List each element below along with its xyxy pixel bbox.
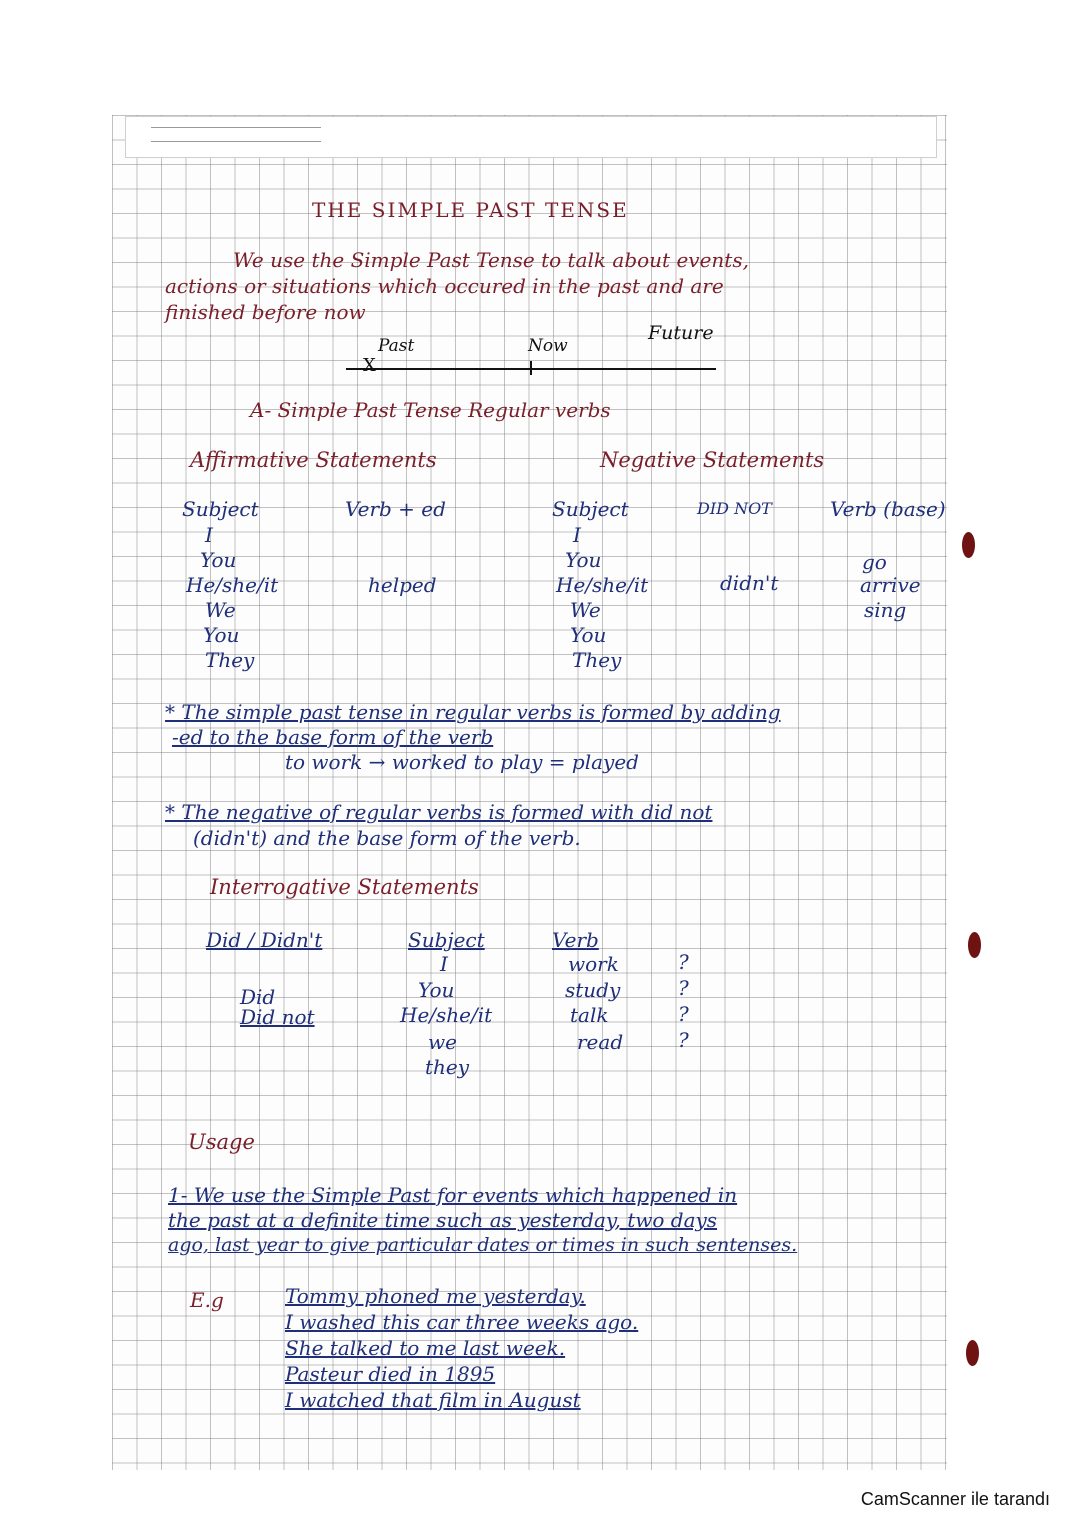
timeline-past-label: Past (378, 336, 415, 356)
timeline-now-tick (530, 361, 532, 375)
binder-hole-mark (968, 932, 981, 958)
example-sentence: She talked to me last week. (285, 1336, 566, 1360)
aff-subject: You (203, 623, 240, 647)
int-qmark: ? (678, 950, 689, 974)
int-qmark: ? (678, 1028, 689, 1052)
int-did-form: Did not (240, 1005, 315, 1029)
int-qmark: ? (678, 976, 689, 1000)
eg-label: E.g (190, 1288, 224, 1312)
int-col-verb: Verb (552, 928, 599, 952)
section-a-heading: A- Simple Past Tense Regular verbs (250, 398, 611, 422)
timeline-past-marker: X (363, 355, 376, 376)
neg-col-verb: Verb (base) (830, 497, 946, 521)
aff-col-verb: Verb + ed (345, 497, 446, 521)
intro-line-2: actions or situations which occured in the past and are (165, 274, 724, 298)
neg-didnt: didn't (720, 571, 779, 595)
neg-col-subject: Subject (552, 497, 629, 521)
neg-verb: go (862, 550, 887, 574)
camscanner-footer: CamScanner ile tarandı (860, 1489, 1050, 1509)
usage-line-1: 1- We use the Simple Past for events which happened in (168, 1183, 738, 1207)
neg-subject: He/she/it (556, 573, 649, 597)
aff-verb-example: helped (368, 573, 437, 597)
int-verb: talk (570, 1003, 609, 1027)
int-subject: You (418, 978, 455, 1002)
intro-line-3: finished before now (165, 300, 366, 324)
rule1-line-1: * The simple past tense in regular verbs is formed by adding (165, 700, 781, 724)
rule2-line-1: * The negative of regular verbs is formed with did not (165, 800, 713, 824)
negative-heading: Negative Statements (600, 448, 825, 472)
rule1-example: to work → worked to play = played (285, 750, 639, 774)
neg-col-didnot: DID NOT (697, 499, 772, 518)
intro-line-1: We use the Simple Past Tense to talk about events, (233, 248, 749, 272)
usage-line-3: ago, last year to give particular dates or times in such sentenses. (168, 1234, 798, 1256)
aff-col-subject: Subject (182, 497, 259, 521)
aff-subject: He/she/it (186, 573, 279, 597)
neg-subject: You (570, 623, 607, 647)
int-verb: study (565, 978, 621, 1002)
int-subject: we (428, 1030, 457, 1054)
perforated-top-strip (125, 116, 937, 158)
example-sentence: Tommy phoned me yesterday. (285, 1284, 586, 1308)
neg-verb: sing (864, 598, 907, 622)
aff-subject: I (205, 523, 213, 547)
neg-subject: You (565, 548, 602, 572)
strip-line (151, 127, 321, 128)
aff-subject: You (200, 548, 237, 572)
affirmative-heading: Affirmative Statements (190, 448, 437, 472)
neg-subject: We (570, 598, 601, 622)
binder-hole-mark (962, 532, 975, 558)
int-subject: I (440, 952, 448, 976)
aff-subject: They (205, 648, 255, 672)
int-did-form: Did (240, 985, 276, 1009)
neg-verb: arrive (860, 573, 921, 597)
neg-subject: They (572, 648, 622, 672)
example-sentence: I watched that film in August (285, 1388, 581, 1412)
interrogative-heading: Interrogative Statements (210, 875, 479, 899)
int-col-did: Did / Didn't (206, 928, 323, 952)
example-sentence: I washed this car three weeks ago. (285, 1310, 639, 1334)
timeline-future-label: Future (648, 322, 714, 344)
int-subject: He/she/it (400, 1003, 493, 1027)
usage-line-2: the past at a definite time such as yesterday, two days (168, 1208, 718, 1232)
binder-hole-mark (966, 1340, 979, 1366)
usage-heading: Usage (188, 1130, 255, 1154)
example-sentence: Pasteur died in 1895 (285, 1362, 496, 1386)
rule1-line-2: -ed to the base form of the verb (172, 725, 494, 749)
int-subject: they (425, 1055, 470, 1079)
page-title: THE SIMPLE PAST TENSE (312, 198, 629, 222)
neg-subject: I (573, 523, 581, 547)
strip-line (151, 141, 321, 142)
int-verb: work (568, 952, 619, 976)
rule2-line-2: (didn't) and the base form of the verb. (193, 826, 581, 850)
int-qmark: ? (678, 1002, 689, 1026)
aff-subject: We (205, 598, 236, 622)
int-verb: read (577, 1030, 624, 1054)
int-col-subject: Subject (408, 928, 485, 952)
timeline-now-label: Now (528, 336, 568, 356)
